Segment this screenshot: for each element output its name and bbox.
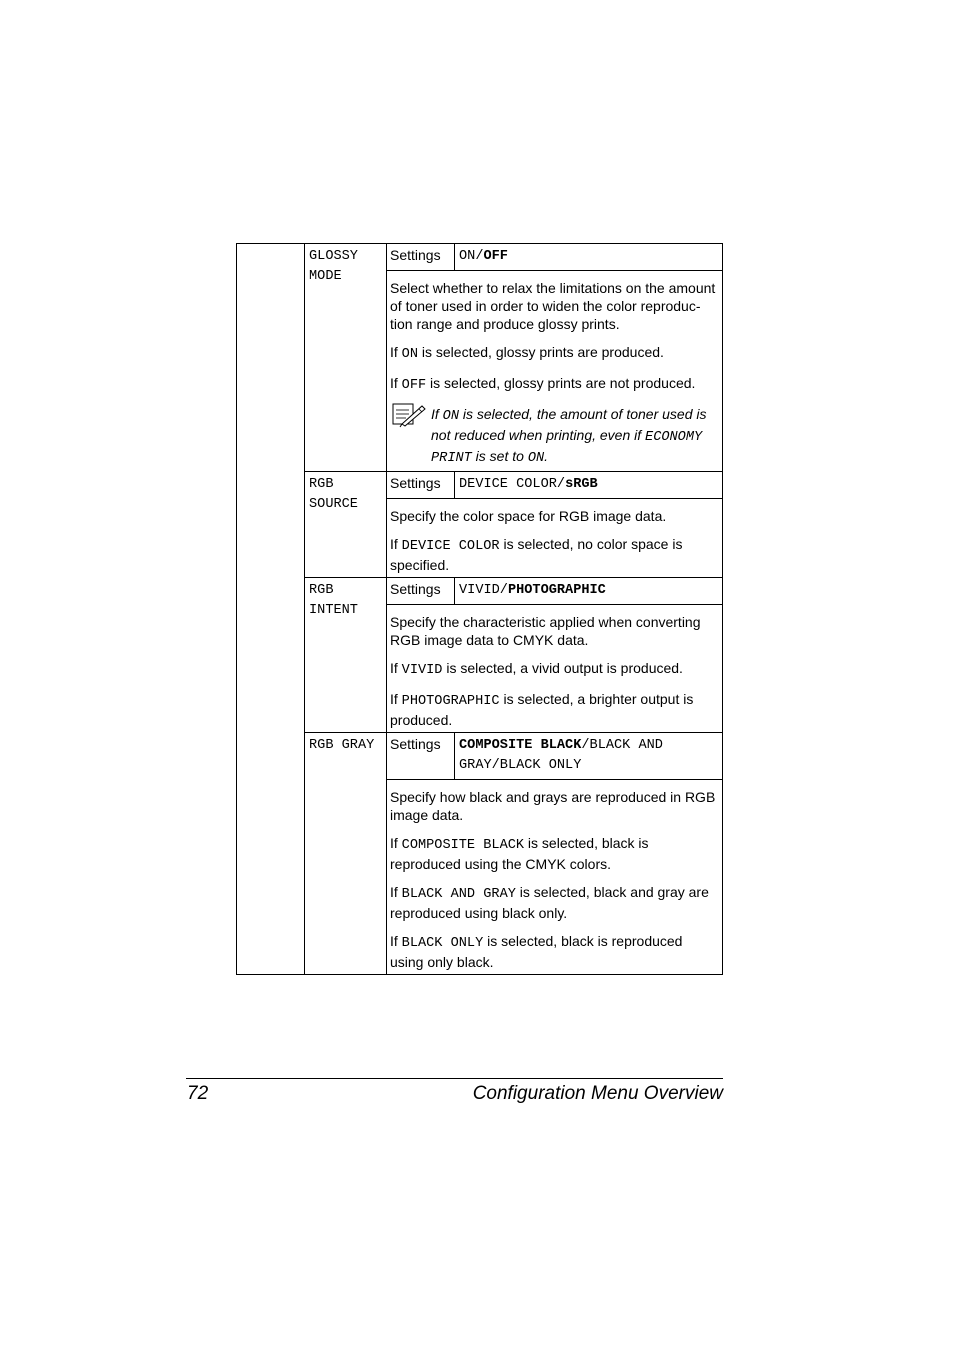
rgb-source-name: RGB SOURCE [305, 472, 387, 578]
glossy-mode-settings-row [237, 244, 723, 271]
glossy-mode-description: Select whether to relax the limitations on the amount of toner used in order to widen the color reproduc-tion range and produce glossy prints. If ON is selected, glossy prints are produced. If OFF is selected, glossy prints are not produced. If ON is selected, the amount of toner used is not reduced when printing, even if ECONOMY PRINT is set to ON. [387, 271, 723, 472]
rgb-intent-settings-row [237, 578, 723, 605]
note-pencil-icon [392, 402, 426, 428]
settings-label: Settings [387, 244, 455, 271]
rgb-gray-black-only-line: If BLACK ONLY is selected, black is reproduced using only black. [390, 933, 683, 970]
glossy-mode-settings-value: ON/OFF [455, 244, 723, 271]
rgb-source-settings-value: DEVICE COLOR/sRGB [455, 472, 723, 499]
rgb-source-device-line: If DEVICE COLOR is selected, no color space is specified. [390, 536, 683, 573]
table-empty-column [237, 244, 305, 975]
rgb-source-description: Specify the color space for RGB image data. If DEVICE COLOR is selected, no color space is specified. [387, 499, 723, 578]
rgb-gray-name: RGB GRAY [305, 733, 387, 975]
rgb-gray-description: Specify how black and grays are reproduced in RGB image data. If COMPOSITE BLACK is selected, black is reproduced using the CMYK colors. If BLACK AND GRAY is selected, black and gray are reproduced using black only. If BLACK ONLY is selected, black is reproduced using only black. [387, 780, 723, 975]
rgb-gray-black-and-gray-line: If BLACK AND GRAY is selected, black and gray are reproduced using black only. [390, 884, 709, 921]
glossy-mode-name: GLOSSY MODE [305, 244, 387, 472]
rgb-intent-vivid-line: If VIVID is selected, a vivid output is produced. [390, 660, 683, 678]
footer-rule [186, 1078, 723, 1079]
glossy-on-line: If ON is selected, glossy prints are produced. [390, 344, 664, 362]
settings-label: Settings [387, 472, 455, 499]
settings-label: Settings [387, 578, 455, 605]
page-number: 72 [187, 1083, 209, 1104]
rgb-intent-name: RGB INTENT [305, 578, 387, 733]
config-menu-table [236, 243, 723, 975]
rgb-intent-photo-line: If PHOTOGRAPHIC is selected, a brighter output is produced. [390, 691, 694, 728]
settings-label: Settings [387, 733, 455, 780]
rgb-intent-settings-value: VIVID/PHOTOGRAPHIC [455, 578, 723, 605]
rgb-source-settings-row [237, 472, 723, 499]
rgb-gray-settings-value: COMPOSITE BLACK/BLACK AND GRAY/BLACK ONLY [455, 733, 723, 780]
glossy-note: If ON is selected, the amount of toner used is not reduced when printing, even if ECONOMY PRINT is set to ON. [390, 405, 719, 468]
section-title: Configuration Menu Overview [472, 1083, 723, 1104]
rgb-gray-composite-line: If COMPOSITE BLACK is selected, black is reproduced using the CMYK colors. [390, 835, 649, 872]
rgb-gray-settings-row [237, 733, 723, 780]
glossy-off-line: If OFF is selected, glossy prints are not produced. [390, 375, 696, 393]
rgb-intent-description: Specify the characteristic applied when converting RGB image data to CMYK data. If VIVID is selected, a vivid output is produced. If PHOTOGRAPHIC is selected, a brighter output is produced. [387, 605, 723, 733]
